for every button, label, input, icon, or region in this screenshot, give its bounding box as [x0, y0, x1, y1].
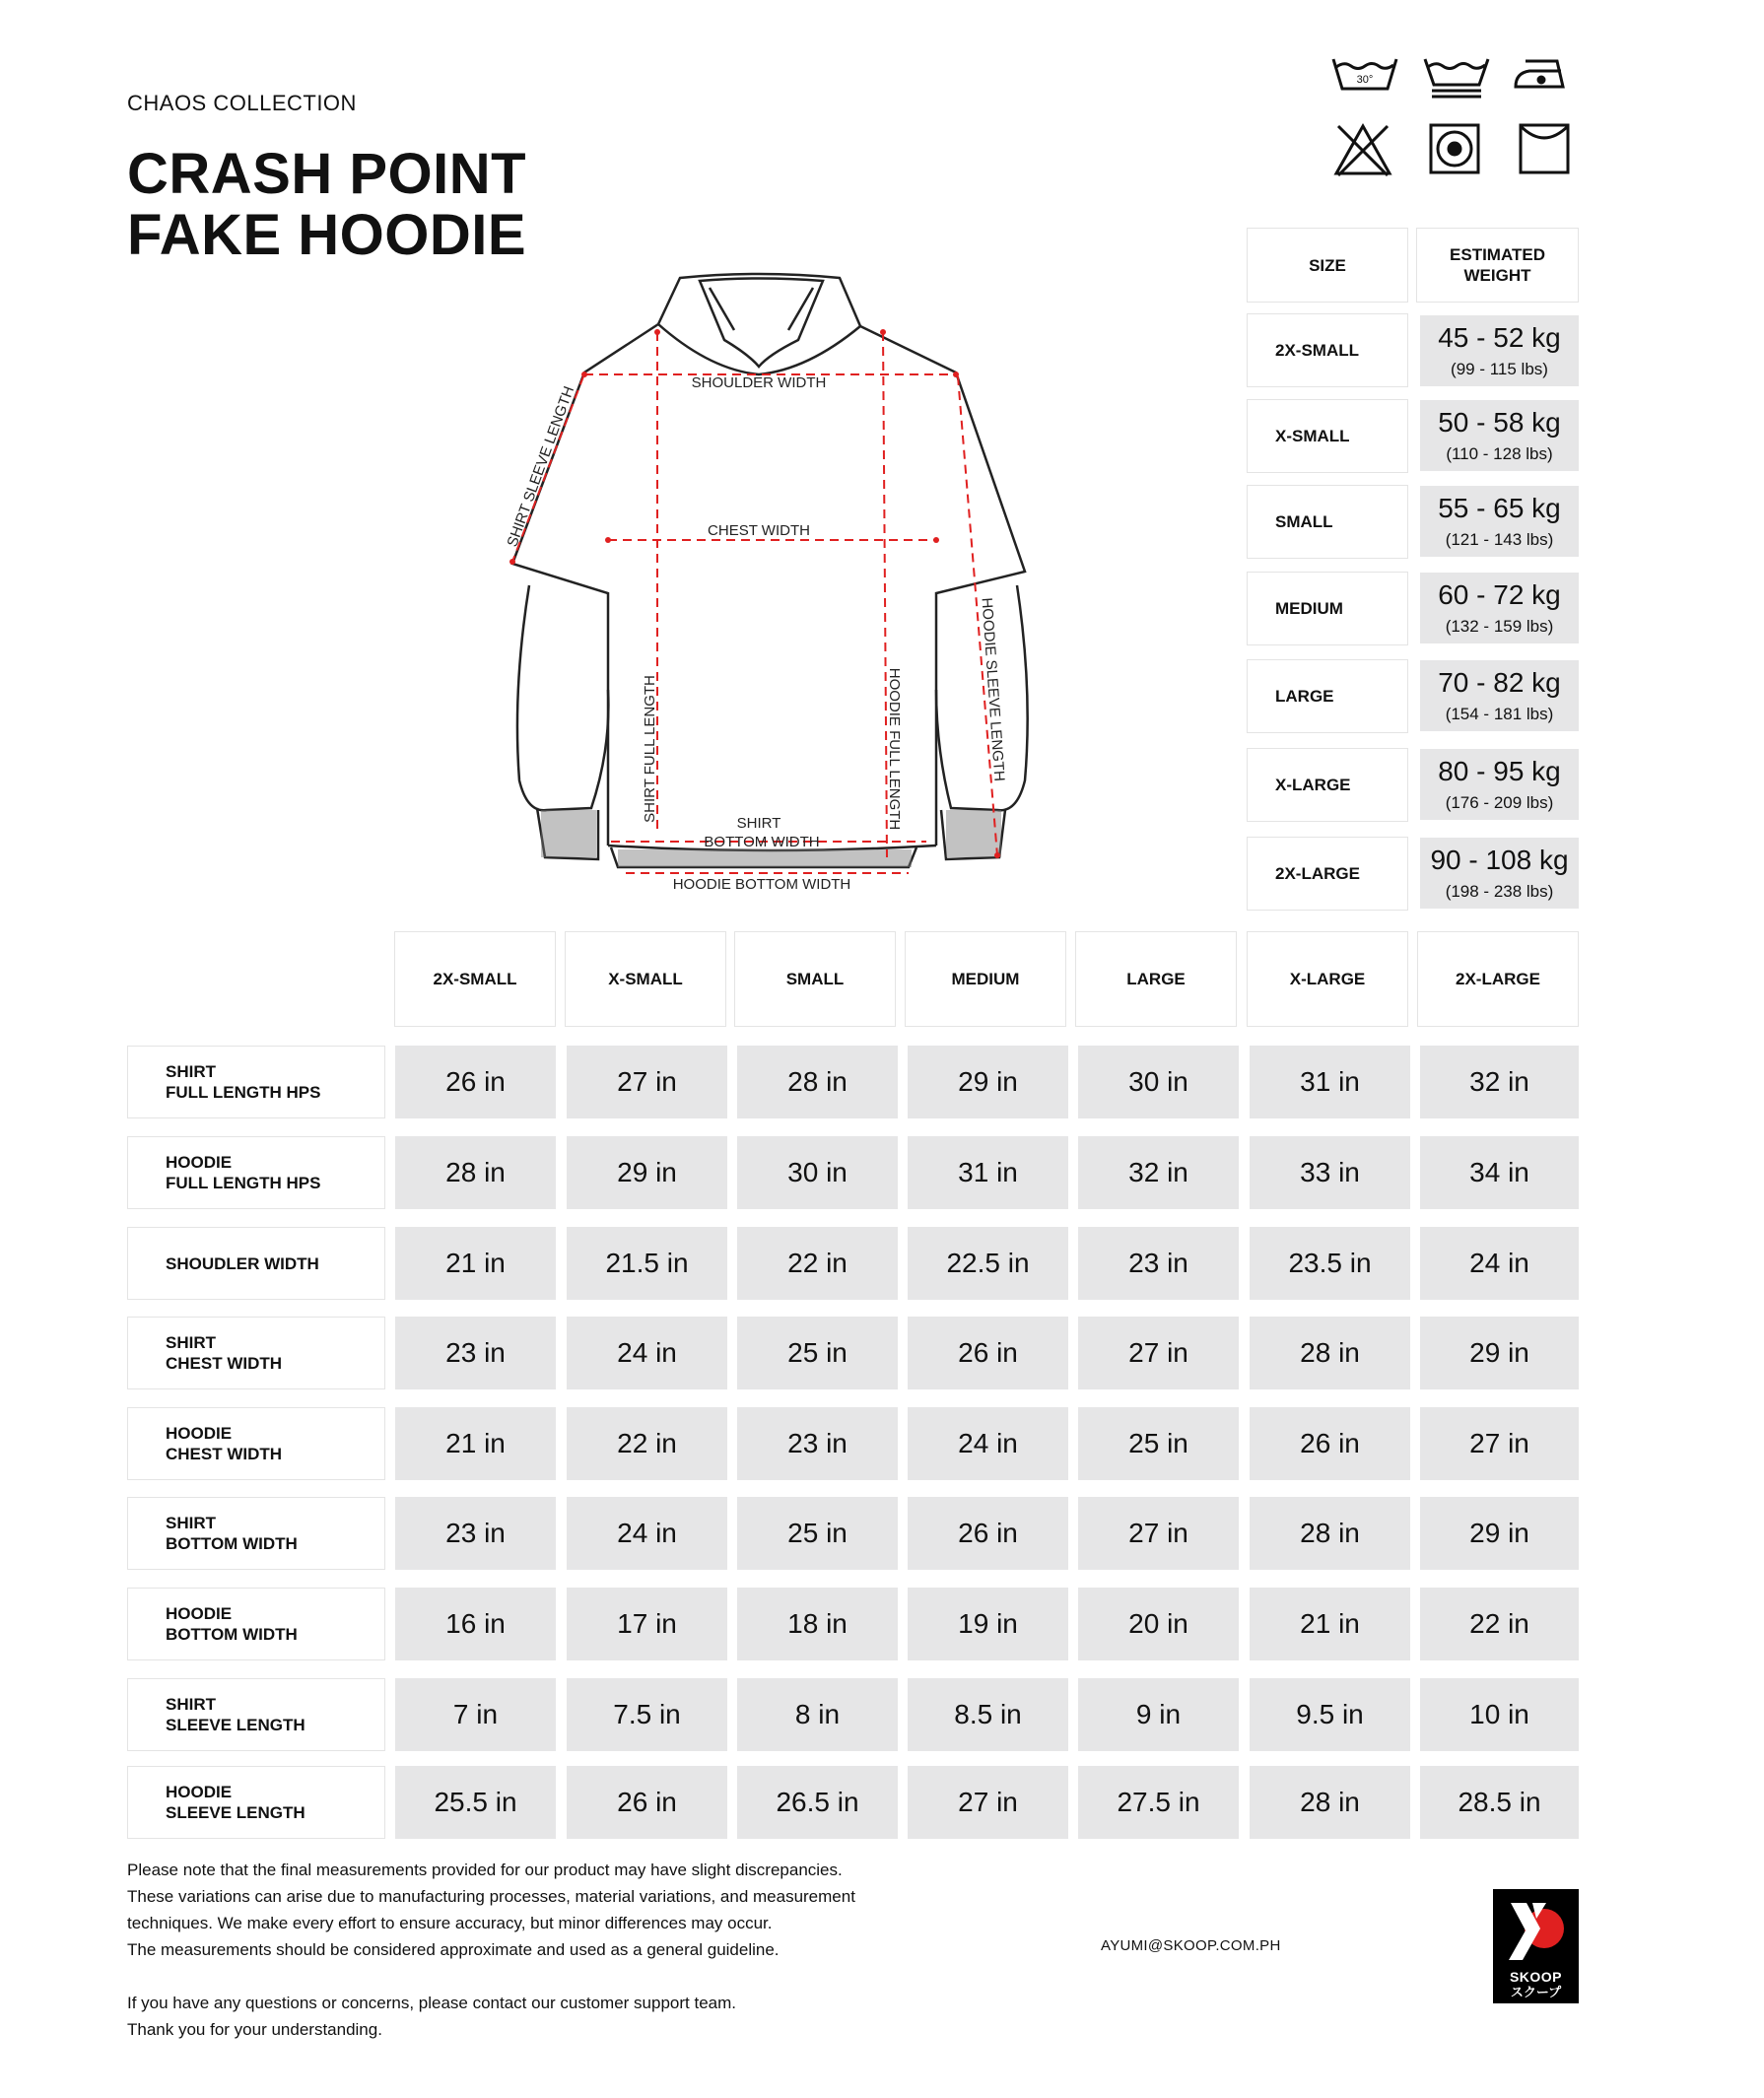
measurement-label-line-2: FULL LENGTH HPS	[166, 1174, 321, 1192]
size-column-header: X-SMALL	[565, 931, 726, 1027]
measurement-row-label	[127, 1588, 385, 1660]
size-column-header: X-LARGE	[1247, 931, 1408, 1027]
measurement-cell: 30 in	[1078, 1046, 1239, 1118]
tumble-dry-icon	[1428, 122, 1481, 175]
product-title	[127, 144, 526, 266]
size-column-header: 2X-SMALL	[394, 931, 556, 1027]
note-line: These variations can arise due to manufacturing processes, material variations, and measurement	[127, 1887, 855, 1906]
measurement-cell: 27 in	[1078, 1317, 1239, 1389]
measurement-cell: 22.5 in	[908, 1227, 1068, 1300]
measurement-cell: 23.5 in	[1250, 1227, 1410, 1300]
measurement-label-line-2: CHEST WIDTH	[166, 1354, 283, 1373]
measurement-cell: 23 in	[395, 1317, 556, 1389]
weight-kg: 45 - 52 kg	[1438, 322, 1561, 353]
measurement-cell: 26 in	[908, 1317, 1068, 1389]
measurement-cell: 22 in	[1420, 1588, 1579, 1660]
contact-email[interactable]: AYUMI@SKOOP.COM.PH	[1101, 1937, 1281, 1954]
measurement-cell: 29 in	[1420, 1497, 1579, 1570]
measurement-label-line-1: SHOUDLER WIDTH	[166, 1253, 319, 1273]
wash-30-icon	[1330, 53, 1399, 95]
weight-row-value	[1420, 749, 1579, 820]
weight-row-size: LARGE	[1247, 659, 1408, 733]
measurement-cell: 34 in	[1420, 1136, 1579, 1209]
weight-header-line-2: WEIGHT	[1463, 266, 1531, 285]
measurement-label-line-1: HOODIE	[166, 1604, 233, 1623]
size-column-header: LARGE	[1075, 931, 1237, 1027]
measurement-cell: 28 in	[395, 1136, 556, 1209]
weight-kg: 50 - 58 kg	[1438, 407, 1561, 438]
collection-name: CHAOS COLLECTION	[127, 91, 357, 115]
note-line: Please note that the final measurements provided for our product may have slight discrepancies.	[127, 1861, 843, 1879]
product-title-line-2: FAKE HOODIE	[127, 203, 527, 267]
measurement-row-label	[127, 1497, 385, 1570]
weight-kg: 80 - 95 kg	[1438, 756, 1561, 786]
measurement-label-line-2: FULL LENGTH HPS	[166, 1083, 321, 1102]
weight-header-line-1: ESTIMATED	[1450, 245, 1545, 264]
label-shirt-sleeve-length: SHIRT SLEEVE LENGTH	[504, 383, 578, 550]
measurement-label-line-2: SLEEVE LENGTH	[166, 1803, 305, 1822]
measurement-cell: 27 in	[567, 1046, 727, 1118]
measurement-cell: 23 in	[1078, 1227, 1239, 1300]
weight-kg: 55 - 65 kg	[1438, 493, 1561, 523]
measurement-label-line-2: SLEEVE LENGTH	[166, 1716, 305, 1734]
weight-lbs: (176 - 209 lbs)	[1445, 793, 1554, 812]
measurement-cell: 27 in	[908, 1766, 1068, 1839]
measurement-cell: 25 in	[737, 1497, 898, 1570]
measurement-notes	[127, 1857, 855, 2043]
hoodie-diagram	[483, 266, 1045, 897]
brand-mark-icon	[1493, 1889, 1579, 1968]
measurement-cell: 32 in	[1420, 1046, 1579, 1118]
weight-row-size: X-LARGE	[1247, 748, 1408, 822]
measurement-cell: 25 in	[737, 1317, 898, 1389]
weight-kg: 60 - 72 kg	[1438, 579, 1561, 610]
label-shirt-bottom-width-2: BOTTOM WIDTH	[704, 834, 820, 850]
measurement-cell: 18 in	[737, 1588, 898, 1660]
weight-lbs: (121 - 143 lbs)	[1445, 530, 1554, 549]
weight-row-size: X-SMALL	[1247, 399, 1408, 473]
measurement-cell: 17 in	[567, 1588, 727, 1660]
label-shoulder-width: SHOULDER WIDTH	[691, 374, 827, 391]
measurement-cell: 27 in	[1420, 1407, 1579, 1480]
measurement-cell: 33 in	[1250, 1136, 1410, 1209]
weight-row-size: 2X-LARGE	[1247, 837, 1408, 911]
note-line: If you have any questions or concerns, please contact our customer support team.	[127, 1994, 737, 2012]
note-line: The measurements should be considered approximate and used as a general guideline.	[127, 1940, 780, 1959]
measurement-cell: 25 in	[1078, 1407, 1239, 1480]
measurement-cell: 9 in	[1078, 1678, 1239, 1751]
size-column-header: 2X-LARGE	[1417, 931, 1579, 1027]
weight-row-value	[1420, 838, 1579, 909]
weight-lbs: (132 - 159 lbs)	[1445, 617, 1554, 636]
measurement-cell: 8 in	[737, 1678, 898, 1751]
line-dry-icon	[1518, 122, 1571, 175]
measurement-label-line-1: SHIRT	[166, 1514, 216, 1532]
weight-header	[1416, 228, 1579, 303]
measurement-row-label	[127, 1046, 385, 1118]
weight-lbs: (99 - 115 lbs)	[1451, 360, 1548, 378]
weight-row-value	[1420, 315, 1579, 386]
measurement-cell: 8.5 in	[908, 1678, 1068, 1751]
size-column-header: MEDIUM	[905, 931, 1066, 1027]
measurement-cell: 26 in	[908, 1497, 1068, 1570]
measurement-cell: 24 in	[567, 1497, 727, 1570]
label-shirt-bottom-width-1: SHIRT	[736, 815, 781, 832]
label-hoodie-sleeve-length: HOODIE SLEEVE LENGTH	[978, 596, 1008, 782]
measurement-cell: 9.5 in	[1250, 1678, 1410, 1751]
measurement-cell: 28 in	[1250, 1766, 1410, 1839]
weight-lbs: (154 - 181 lbs)	[1445, 705, 1554, 723]
measurement-row-label	[127, 1227, 385, 1300]
measurement-cell: 30 in	[737, 1136, 898, 1209]
size-column-header: SMALL	[734, 931, 896, 1027]
measurement-row-label	[127, 1678, 385, 1751]
weight-size-header: SIZE	[1247, 228, 1408, 303]
gentle-wash-icon	[1422, 53, 1491, 99]
measurement-cell: 10 in	[1420, 1678, 1579, 1751]
weight-row-value	[1420, 660, 1579, 731]
measurement-cell: 26 in	[1250, 1407, 1410, 1480]
measurement-label-line-1: SHIRT	[166, 1695, 216, 1714]
label-shirt-full-length: SHIRT FULL LENGTH	[642, 675, 658, 823]
measurement-label-line-1: HOODIE	[166, 1424, 233, 1443]
measurement-cell: 22 in	[567, 1407, 727, 1480]
label-hoodie-bottom-width: HOODIE BOTTOM WIDTH	[672, 876, 851, 893]
note-line: techniques. We make every effort to ensure accuracy, but minor differences may occur.	[127, 1914, 773, 1932]
measurement-label-line-1: SHIRT	[166, 1333, 216, 1352]
measurement-row-label	[127, 1407, 385, 1480]
measurement-cell: 21 in	[395, 1227, 556, 1300]
brand-logo	[1493, 1889, 1579, 2003]
measurement-label-line-2: BOTTOM WIDTH	[166, 1534, 298, 1553]
measurement-cell: 28 in	[1250, 1497, 1410, 1570]
measurement-cell: 29 in	[908, 1046, 1068, 1118]
measurement-cell: 28 in	[1250, 1317, 1410, 1389]
measurement-cell: 27.5 in	[1078, 1766, 1239, 1839]
measurement-cell: 20 in	[1078, 1588, 1239, 1660]
measurement-row-label	[127, 1317, 385, 1389]
measurement-row-label	[127, 1766, 385, 1839]
measurement-cell: 28.5 in	[1420, 1766, 1579, 1839]
do-not-bleach-icon	[1332, 122, 1393, 177]
measurement-label-line-1: HOODIE	[166, 1153, 233, 1172]
measurement-cell: 22 in	[737, 1227, 898, 1300]
product-title-line-1: CRASH POINT	[127, 142, 527, 206]
measurement-cell: 26 in	[567, 1766, 727, 1839]
weight-kg: 70 - 82 kg	[1438, 667, 1561, 698]
label-hoodie-full-length: HOODIE FULL LENGTH	[886, 667, 903, 831]
measurement-label-line-2: BOTTOM WIDTH	[166, 1625, 298, 1644]
note-line: Thank you for your understanding.	[127, 2020, 382, 2039]
measurement-cell: 28 in	[737, 1046, 898, 1118]
weight-row-size: MEDIUM	[1247, 572, 1408, 645]
measurement-cell: 23 in	[395, 1497, 556, 1570]
measurement-row-label	[127, 1136, 385, 1209]
measurement-cell: 7.5 in	[567, 1678, 727, 1751]
weight-row-value	[1420, 486, 1579, 557]
measurement-cell: 27 in	[1078, 1497, 1239, 1570]
iron-low-icon	[1512, 53, 1571, 93]
brand-name-jp: スクープ	[1510, 1985, 1562, 1999]
brand-name: SKOOP	[1509, 1969, 1563, 1985]
weight-lbs: (110 - 128 lbs)	[1446, 444, 1553, 463]
measurement-cell: 21 in	[395, 1407, 556, 1480]
measurement-label-line-1: HOODIE	[166, 1783, 233, 1801]
wash-temp-label: 30°	[1356, 74, 1374, 86]
measurement-cell: 21.5 in	[567, 1227, 727, 1300]
measurement-cell: 23 in	[737, 1407, 898, 1480]
measurement-cell: 16 in	[395, 1588, 556, 1660]
measurement-label-line-1: SHIRT	[166, 1062, 216, 1081]
measurement-cell: 31 in	[1250, 1046, 1410, 1118]
measurement-cell: 29 in	[1420, 1317, 1579, 1389]
measurement-cell: 26.5 in	[737, 1766, 898, 1839]
measurement-cell: 24 in	[1420, 1227, 1579, 1300]
measurement-cell: 26 in	[395, 1046, 556, 1118]
measurement-cell: 32 in	[1078, 1136, 1239, 1209]
weight-kg: 90 - 108 kg	[1430, 845, 1569, 875]
measurement-cell: 19 in	[908, 1588, 1068, 1660]
measurement-cell: 24 in	[567, 1317, 727, 1389]
measurement-cell: 25.5 in	[395, 1766, 556, 1839]
measurement-cell: 29 in	[567, 1136, 727, 1209]
measurement-cell: 21 in	[1250, 1588, 1410, 1660]
measurement-cell: 24 in	[908, 1407, 1068, 1480]
weight-row-size: SMALL	[1247, 485, 1408, 559]
measurement-label-line-2: CHEST WIDTH	[166, 1445, 283, 1463]
measurement-cell: 31 in	[908, 1136, 1068, 1209]
label-chest-width: CHEST WIDTH	[708, 522, 810, 539]
weight-lbs: (198 - 238 lbs)	[1445, 882, 1554, 901]
weight-row-value	[1420, 573, 1579, 643]
measurement-cell: 7 in	[395, 1678, 556, 1751]
weight-row-size: 2X-SMALL	[1247, 313, 1408, 387]
weight-row-value	[1420, 400, 1579, 471]
